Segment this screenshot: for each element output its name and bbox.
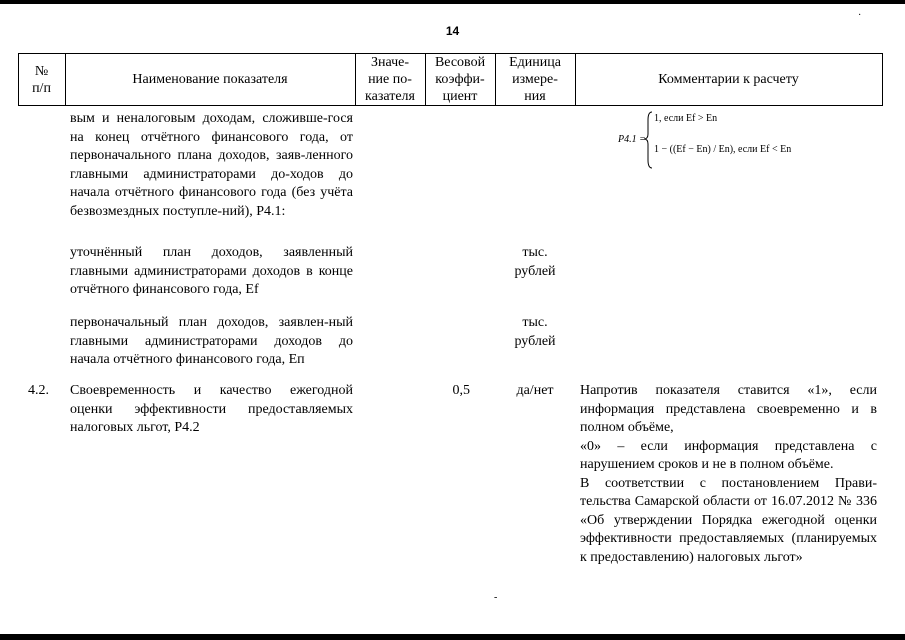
page-number: 14 xyxy=(445,24,460,38)
formula-case-1: 1, если Ef > En xyxy=(654,113,718,124)
row-4-2-name: Своевременность и качество ежегодной оценки эффективности предоставляемых налоговых льгот, P4.2 xyxy=(70,383,353,435)
formula-case-2: 1 − ((Ef − En) / En), если Ef < En xyxy=(654,144,792,155)
row-4-2-unit: да/нет xyxy=(516,383,554,398)
scan-border-top xyxy=(0,0,905,4)
scan-speck: - xyxy=(494,592,498,603)
header-number: № п/п xyxy=(32,63,51,96)
formula-lhs: P4.1 = xyxy=(618,134,646,145)
header-comment: Комментарии к расчету xyxy=(658,72,799,87)
row-4-2-comment: Напротив показателя ставится «1», если информация представлена своевременно и в полном объёме, «0» – если информация представлена с нарушением сроков и не в полном объёме. В соответствии с постановлением Прави-тельства Самарской области от 16.07.2012 № 336 «Об утверждении Порядка ежегодной оценки эффективности предоставляемых (планируемых к предоставлению) налоговых льгот» xyxy=(580,383,877,565)
formula-p41 xyxy=(618,108,848,170)
scan-border-bottom xyxy=(0,634,905,640)
header-weight: Весовой коэффи- циент xyxy=(434,55,486,104)
header-indicator-name: Наименование показателя xyxy=(132,72,288,87)
sub-indicator-en-name: первоначальный план доходов, заявлен-ный главными администраторами доходов до начала отчётного финансового года, Eп xyxy=(70,315,353,367)
row-4-2-weight: 0,5 xyxy=(452,383,470,398)
sub-indicator-ef-unit: тыс. рублей xyxy=(514,245,556,279)
col-border xyxy=(882,53,883,106)
header-indicator-value: Значе- ние по- казателя xyxy=(365,55,415,104)
scan-speck: · xyxy=(858,10,862,21)
sub-indicator-ef-name: уточнённый план доходов, заявленный главными администраторами доходов в конце отчётного финансового года, Ef xyxy=(70,245,353,297)
header-unit: Единица измере- ния xyxy=(509,55,561,104)
sub-indicator-en-unit: тыс. рублей xyxy=(514,315,556,349)
row-4-2-number: 4.2. xyxy=(28,383,49,398)
row-4-1-name: вым и неналоговым доходам, сложивше-гося на конец отчётного финансового года, от первоначального плана доходов, заяв-ленного главными администраторами до-ходов до начала отчётного финансового года (без учёта безвозмездных поступле-ний), P4.1: xyxy=(70,111,353,219)
